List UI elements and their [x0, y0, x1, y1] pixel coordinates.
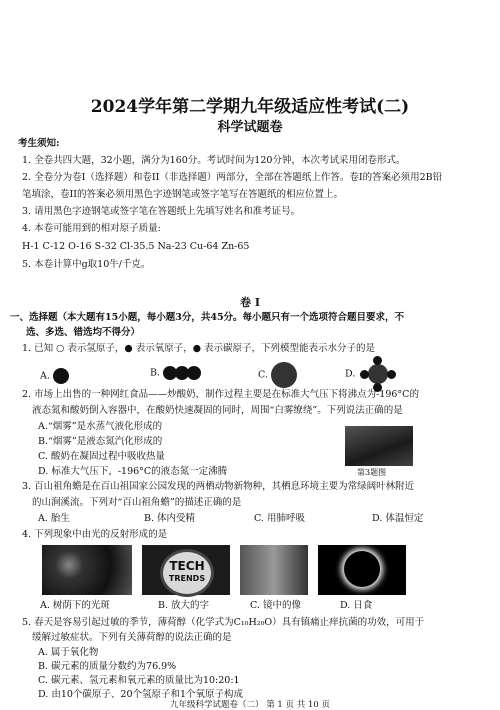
q4-option-c: C. 镜中的像 [250, 600, 301, 611]
q1-option-a [40, 368, 69, 384]
option-letter: A. [40, 370, 50, 382]
section-instruction: 一、选择题（本大题有15小题，每小题3分，共45分。每小题只有一个选项符合题目要求，不 [10, 312, 405, 323]
page-footer: 九年级科学试题卷（二） 第 1 页 共 10 页 [170, 700, 330, 710]
notice-item-4: 4. 本卷可能用到的相对原子质量: [22, 223, 161, 234]
notice-item-2: 2. 全卷分为卷I（选择题）和卷II（非选择题）两部分，全部在答题纸上作答。卷I的答案必须用2B铅 [22, 172, 443, 183]
option-letter: C. [258, 369, 268, 381]
light-spots-photo [42, 545, 132, 595]
q4-option-d: D. 日食 [340, 600, 373, 611]
mirror-photo [240, 545, 308, 595]
notice-heading: 考生须知: [18, 138, 60, 149]
q4-stem: 4. 下列现象中由光的反射形成的是 [22, 529, 168, 540]
q3-option-b: B. 体内受精 [144, 513, 196, 524]
oxygen-atom-icon [53, 368, 69, 384]
q3-option-c: C. 用肺呼吸 [254, 513, 305, 524]
carbon-atom-icon [368, 364, 388, 384]
solar-eclipse-photo [318, 545, 406, 595]
q3-option-a: A. 胎生 [38, 513, 70, 524]
magnifying-glass-icon [160, 549, 214, 597]
q1-option-c [258, 362, 297, 388]
section-instruction-cont: 选、多选、错选均不得分） [26, 327, 141, 338]
magnifier-photo [142, 545, 230, 595]
methane-model [358, 356, 398, 392]
exam-title: 2024学年第二学期九年级适应性考试(二) [90, 97, 410, 117]
q4-option-a: A. 树荫下的光斑 [40, 600, 110, 611]
oxygen-atom-icon [187, 366, 201, 380]
q2-option-a: A.“烟雾”是水蒸气液化形成的 [38, 421, 163, 432]
q3-stem-cont: 的山涧溪流。下列对“百山祖角蟾”的描述正确的是 [32, 497, 242, 508]
q3-stem: 3. 百山祖角蟾是在百山祖国家公园发现的两栖动物新物种，其栖息环境主要为常绿阔叶林附近 [22, 481, 415, 492]
q5-option-c: C. 碳元素、氢元素和氧元素的质量比为10:20:1 [38, 675, 240, 686]
q1-stem: 1. 已知 ○ 表示氢原子，● 表示氧原子，● 表示碳原子，下列模型能表示水分子的是 [22, 343, 376, 354]
logo-text-trends: TRENDS [168, 574, 206, 583]
q5-stem-cont: 缓解过敏症状。下列有关薄荷醇的说法正确的是 [32, 632, 232, 643]
q5-option-b: B. 碳元素的质量分数约为76.9% [38, 661, 177, 672]
exam-subtitle: 科学试题卷 [217, 120, 283, 135]
eclipse-icon [344, 551, 380, 587]
q2-option-b: B.“烟雾”是液态氮汽化形成的 [38, 436, 163, 447]
section-title: 卷 I [240, 296, 260, 309]
q5-option-d: D. 由10个碳原子、20个氢原子和1个氧原子构成 [38, 689, 244, 700]
q2-stem-cont: 液态氮和酸奶倒入容器中，在酸奶快速凝固的同时，周围“白雾缭绕”。下列说法正确的是 [32, 405, 403, 416]
q5-option-a: A. 属于氧化物 [38, 647, 99, 658]
q2-option-c: C. 酸奶在凝固过程中吸收热量 [38, 451, 165, 462]
logo-text-tech: TECH [169, 559, 205, 573]
atomic-masses: H-1 C-12 O-16 S-32 Cl-35.5 Na-23 Cu-64 Zn-65 [22, 241, 250, 252]
q5-stem: 5. 春天是容易引起过敏的季节，薄荷醇（化学式为C₁₀H₂₀O）具有镇痛止痒抗菌的功效，可用于 [22, 617, 425, 628]
q1-option-b [150, 366, 201, 380]
notice-item-2-cont: 笔填涂，卷II的答案必须用黑色字迹钢笔或签字笔写在答题纸的相应位置上。 [22, 189, 344, 200]
notice-item-3: 3. 请用黑色字迹钢笔或签字笔在答题纸上先填写姓名和准考证号。 [22, 206, 301, 217]
q3-option-d: D. 体温恒定 [372, 513, 424, 524]
notice-item-5: 5. 本卷计算中g取10牛/千克。 [22, 259, 151, 270]
q1-option-d [345, 356, 398, 392]
figure-caption: 第3题图 [357, 468, 387, 477]
carbon-atom-icon [271, 362, 297, 388]
option-letter: B. [150, 367, 161, 379]
q2-option-d: D. 标准大气压下，-196°C的液态氮一定沸腾 [38, 466, 228, 477]
fried-yogurt-photo [345, 426, 413, 466]
hydrogen-atom-icon [387, 370, 396, 379]
q4-option-b: B. 放大的字 [158, 600, 210, 611]
option-letter: D. [345, 368, 356, 380]
q2-stem: 2. 市场上出售的一种网红食品——炒酸奶，制作过程主要是在标准大气压下将沸点为-196°C的 [22, 389, 419, 400]
notice-item-1: 1. 全卷共四大题，32小题，满分为160分。考试时间为120分钟，本次考试采用闭卷形式。 [22, 155, 406, 166]
